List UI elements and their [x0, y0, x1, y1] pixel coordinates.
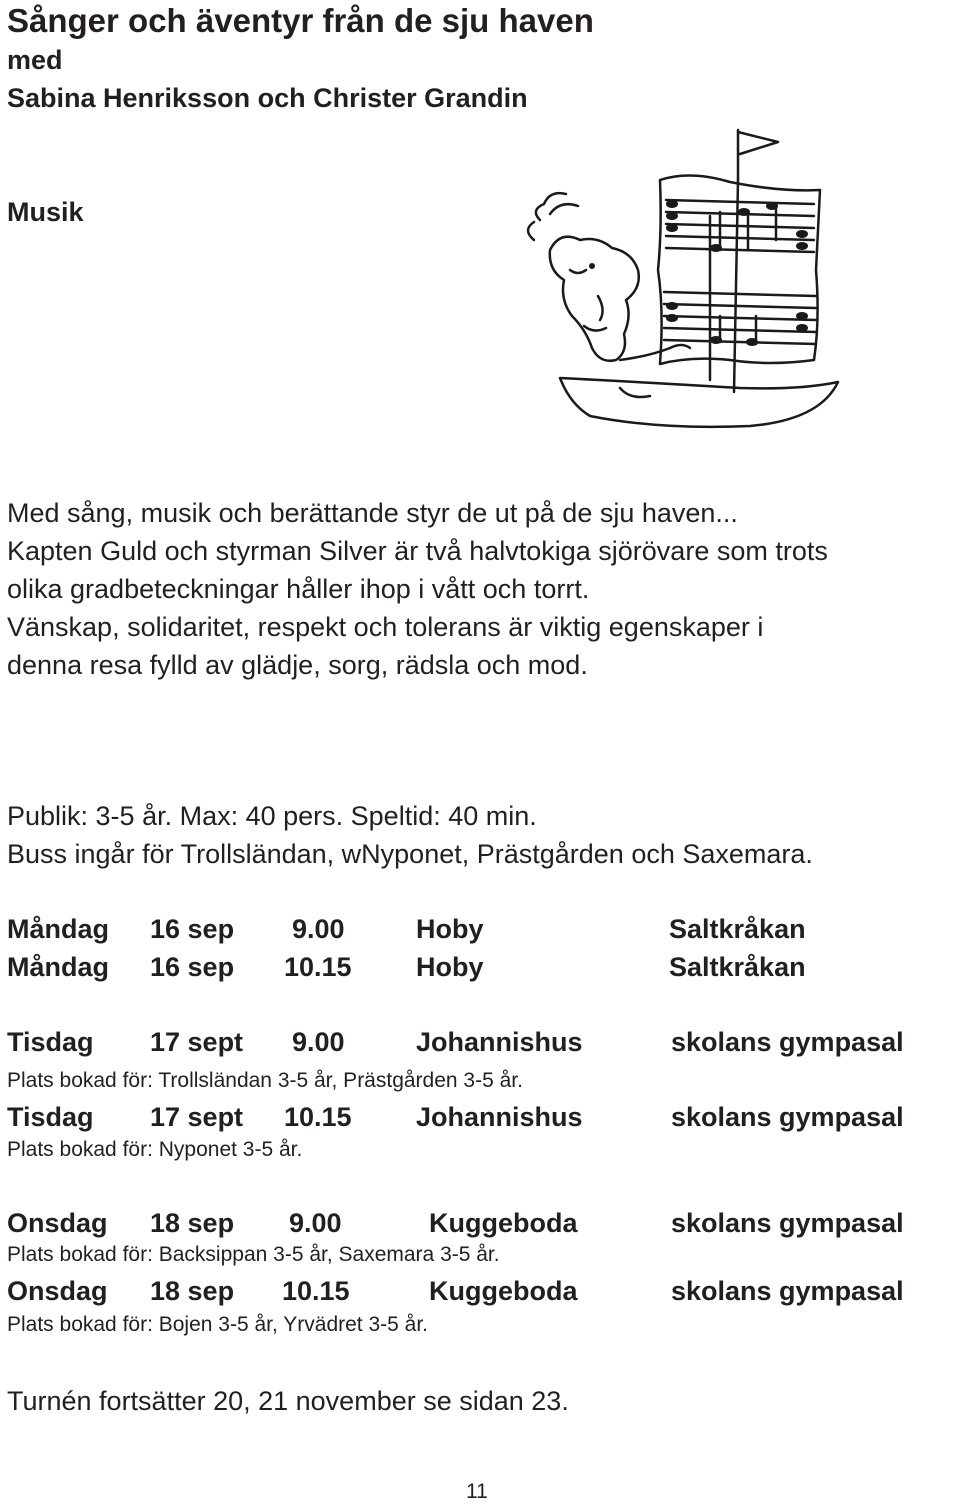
schedule-date: 17 sept — [150, 1102, 244, 1132]
schedule-row — [0, 1273, 960, 1309]
booking-note: Plats bokad för: Trollsländan 3-5 år, Prästgården 3-5 år. — [7, 1069, 523, 1092]
schedule-place: Johannishus — [416, 1027, 583, 1057]
schedule-row — [0, 1024, 960, 1060]
schedule-place: Hoby — [416, 952, 484, 982]
page-title: Sånger och äventyr från de sju haven — [7, 2, 594, 39]
schedule-row — [0, 911, 960, 947]
music-ship-illustration-icon — [520, 120, 850, 440]
schedule-row — [0, 949, 960, 985]
audience-info — [7, 797, 813, 873]
schedule-day: Tisdag — [7, 1102, 94, 1132]
schedule-time: 10.15 — [284, 952, 352, 982]
schedule-date: 18 sep — [150, 1208, 235, 1238]
schedule-venue: Saltkråkan — [669, 952, 806, 982]
description-line: Kapten Guld och styrman Silver är två halvtokiga sjörövare som trots — [7, 536, 828, 566]
description-line: Med sång, musik och berättande styr de ut på de sju haven... — [7, 498, 738, 528]
subtitle-with: med — [7, 45, 63, 75]
subtitle-performers: Sabina Henriksson och Christer Grandin — [7, 83, 528, 113]
booking-note: Plats bokad för: Nyponet 3-5 år. — [7, 1138, 303, 1161]
schedule-date: 18 sep — [150, 1276, 235, 1306]
schedule-time: 9.00 — [292, 1027, 345, 1057]
schedule-place: Hoby — [416, 914, 484, 944]
page-number: 11 — [466, 1480, 488, 1503]
schedule-day: Onsdag — [7, 1208, 108, 1238]
schedule-venue: skolans gympasal — [671, 1027, 904, 1057]
schedule-day: Onsdag — [7, 1276, 108, 1306]
bus-info: Buss ingår för Trollsländan, wNyponet, Prästgården och Saxemara. — [7, 839, 813, 869]
description — [7, 494, 957, 684]
schedule-date: 16 sep — [150, 914, 235, 944]
category-label: Musik — [7, 197, 84, 227]
booking-note: Plats bokad för: Backsippan 3-5 år, Saxemara 3-5 år. — [7, 1243, 500, 1266]
schedule-time: 10.15 — [284, 1102, 352, 1132]
schedule-place: Kuggeboda — [429, 1276, 578, 1306]
description-line: olika gradbeteckningar håller ihop i vått och torrt. — [7, 574, 590, 604]
booking-note: Plats bokad för: Bojen 3-5 år, Yrvädret 3-5 år. — [7, 1313, 429, 1336]
schedule-place: Johannishus — [416, 1102, 583, 1132]
tour-continues-note: Turnén fortsätter 20, 21 november se sidan 23. — [7, 1386, 569, 1416]
schedule-date: 17 sept — [150, 1027, 244, 1057]
schedule-day: Måndag — [7, 952, 110, 982]
schedule-venue: skolans gympasal — [671, 1208, 904, 1238]
description-line: denna resa fylld av glädje, sorg, rädsla och mod. — [7, 650, 588, 680]
schedule-venue: skolans gympasal — [671, 1276, 904, 1306]
audience-details: Publik: 3-5 år. Max: 40 pers. Speltid: 40 min. — [7, 801, 537, 831]
schedule-date: 16 sep — [150, 952, 235, 982]
schedule-time: 9.00 — [292, 914, 345, 944]
schedule-venue: skolans gympasal — [671, 1102, 904, 1132]
schedule-day: Måndag — [7, 914, 110, 944]
schedule-row — [0, 1205, 960, 1241]
schedule-venue: Saltkråkan — [669, 914, 806, 944]
schedule-time: 9.00 — [289, 1208, 342, 1238]
schedule-time: 10.15 — [282, 1276, 350, 1306]
description-line: Vänskap, solidaritet, respekt och tolerans är viktig egenskaper i — [7, 612, 764, 642]
schedule-day: Tisdag — [7, 1027, 94, 1057]
schedule-row — [0, 1099, 960, 1135]
schedule-place: Kuggeboda — [429, 1208, 578, 1238]
